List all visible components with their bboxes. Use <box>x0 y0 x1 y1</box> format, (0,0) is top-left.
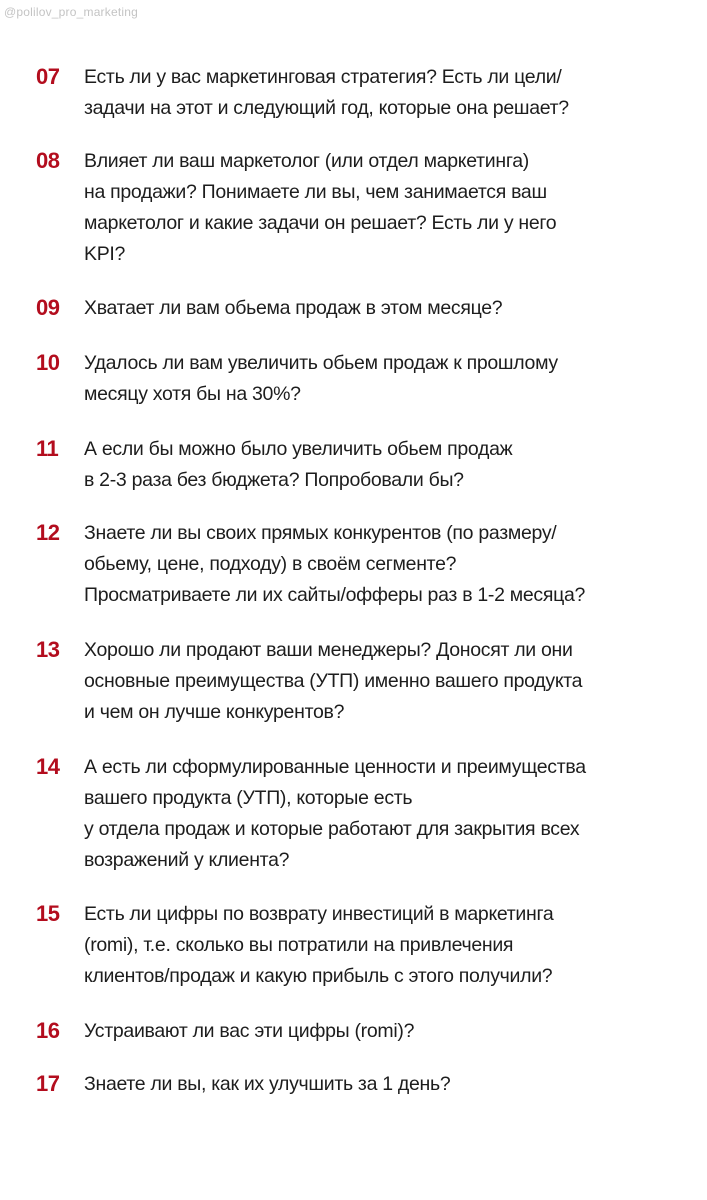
question-text-line: месяцу хотя бы на 30%? <box>84 383 301 405</box>
question-text-line: Влияет ли ваш маркетолог (или отдел маркетинга) <box>84 150 529 172</box>
question-text <box>84 899 684 992</box>
question-text-line: А есть ли сформулированные ценности и преимущества <box>84 756 586 778</box>
question-number: 15 <box>36 901 60 926</box>
question-text-line: основные преимущества (УТП) именно вашего продукта <box>84 670 583 692</box>
question-text <box>84 348 684 410</box>
question-text-line: задачи на этот и следующий год, которые она решает? <box>84 97 569 119</box>
question-number: 13 <box>36 637 60 662</box>
question-text-line: Удалось ли вам увеличить обьем продаж к прошлому <box>84 352 558 374</box>
question-number: 16 <box>36 1018 60 1043</box>
question-text-line: Хватает ли вам обьема продаж в этом месяце? <box>84 297 503 319</box>
question-number: 08 <box>36 148 60 173</box>
question-text-line: Знаете ли вы своих прямых конкурентов (по размеру/ <box>84 522 557 544</box>
question-text-line: возражений у клиента? <box>84 849 290 871</box>
question-text-line: KPI? <box>84 243 126 265</box>
question-text <box>84 146 684 270</box>
question-text-line: (romi), т.е. сколько вы потратили на привлечения <box>84 934 514 956</box>
question-text <box>84 434 684 496</box>
question-text-line: обьему, цене, подходу) в своём сегменте? <box>84 553 457 575</box>
question-text-line: Есть ли у вас маркетинговая стратегия? Есть ли цели/ <box>84 66 562 88</box>
question-text <box>84 1016 684 1047</box>
question-number: 17 <box>36 1071 60 1096</box>
question-text-line: А если бы можно было увеличить обьем продаж <box>84 438 513 460</box>
question-text <box>84 752 684 876</box>
question-text <box>84 635 684 728</box>
question-number: 14 <box>36 754 60 779</box>
question-text-line: Знаете ли вы, как их улучшить за 1 день? <box>84 1073 451 1095</box>
question-number: 10 <box>36 350 60 375</box>
question-text <box>84 293 684 324</box>
watermark-handle: @polilov_pro_marketing <box>4 5 138 19</box>
question-text-line: на продажи? Понимаете ли вы, чем занимается ваш <box>84 181 547 203</box>
question-text <box>84 518 684 611</box>
question-number: 07 <box>36 64 60 89</box>
question-text-line: и чем он лучше конкурентов? <box>84 701 345 723</box>
question-text-line: Устраивают ли вас эти цифры (romi)? <box>84 1020 415 1042</box>
question-text-line: клиентов/продаж и какую прибыль с этого получили? <box>84 965 553 987</box>
question-text <box>84 1069 684 1100</box>
question-text-line: вашего продукта (УТП), которые есть <box>84 787 413 809</box>
question-number: 11 <box>36 436 59 461</box>
question-text-line: в 2-3 раза без бюджета? Попробовали бы? <box>84 469 464 491</box>
question-text-line: у отдела продаж и которые работают для закрытия всех <box>84 818 580 840</box>
question-text <box>84 62 684 124</box>
question-text-line: Хорошо ли продают ваши менеджеры? Доносят ли они <box>84 639 573 661</box>
question-text-line: Просматриваете ли их сайты/офферы раз в 1-2 месяца? <box>84 584 586 606</box>
question-text-line: Есть ли цифры по возврату инвестиций в маркетинга <box>84 903 554 925</box>
question-number: 12 <box>36 520 60 545</box>
question-number: 09 <box>36 295 60 320</box>
question-text-line: маркетолог и какие задачи он решает? Есть ли у него <box>84 212 557 234</box>
